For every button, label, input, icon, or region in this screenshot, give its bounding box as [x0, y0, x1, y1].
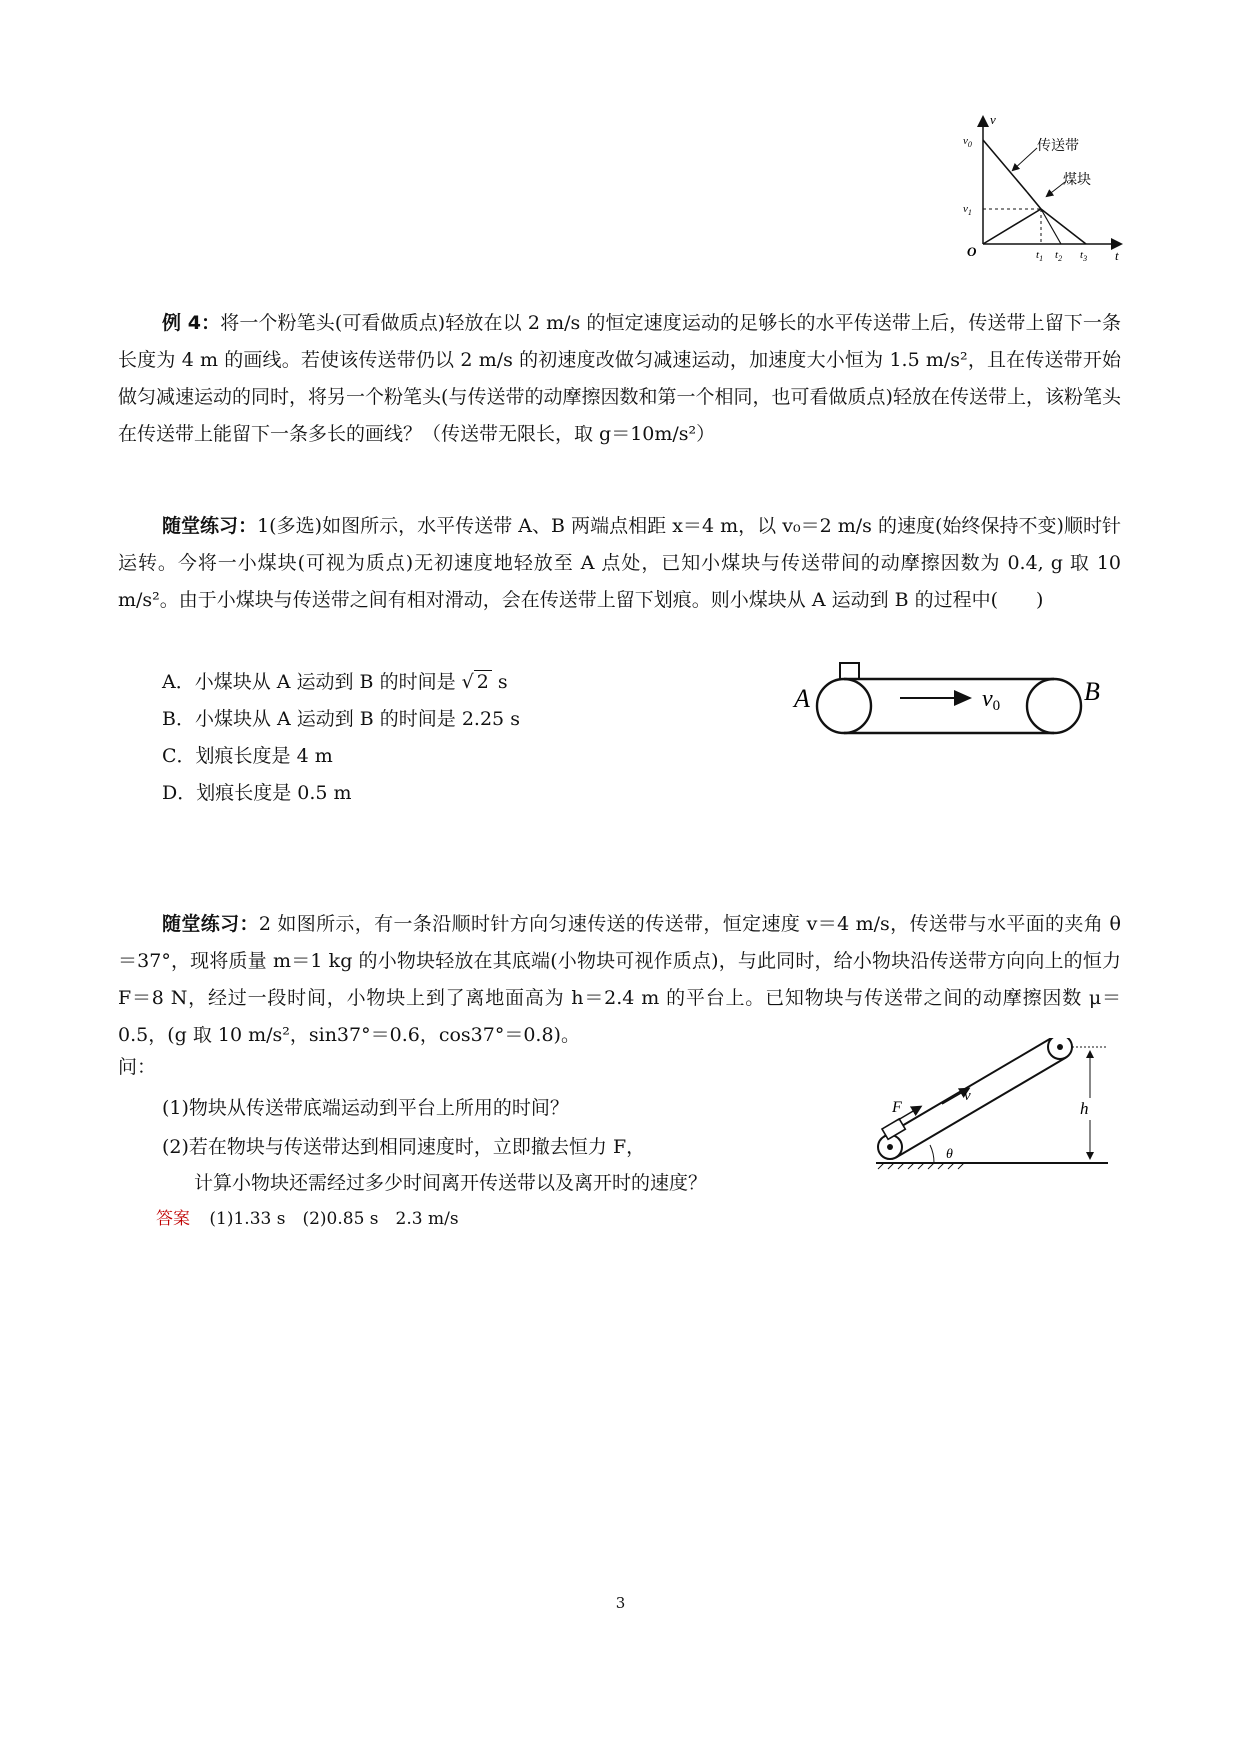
practice1-text: 1(多选)如图所示，水平传送带 A、B 两端点相距 x＝4 m，以 v₀＝2 m/s 的速度(始终保持不变)顺时针运转。今将一小煤块(可视为质点)无初速度地轻放至 A 点处，已知小煤块与传送带间的动摩擦因数为 0.4, g 取 10 m/s²。由于小煤块与传送带之间有相对滑动，会在传送带上留下划痕。则小煤块从 A 运动到 B 的过程中( ) [118, 515, 1121, 611]
belt-line-2 [1027, 192, 1041, 209]
t1-label: $t_1$ [1036, 249, 1044, 262]
practice2-q2b: 计算小物块还需经过多少时间离开传送带以及离开时的速度？ [194, 1172, 708, 1194]
practice1-option-a [162, 667, 508, 697]
practice1-option-b: B．小煤块从 A 运动到 B 的时间是 2.25 s [162, 708, 520, 730]
coal-line [983, 209, 1041, 244]
label-h: h [1080, 1099, 1089, 1118]
practice2-q2: (2)若在物块与传送带达到相同速度时，立即撤去恒力 F， [162, 1136, 646, 1158]
practice1-paragraph [118, 508, 1121, 619]
label-v0: v0 [982, 686, 1001, 714]
practice2-lead: 随堂练习： [162, 913, 259, 935]
practice2-q1: (1)物块从传送带底端运动到平台上所用的时间？ [162, 1097, 569, 1119]
example4-lead: 例 4： [162, 312, 221, 334]
belt-line [983, 140, 1027, 192]
practice1-option-d: D．划痕长度是 0.5 m [162, 782, 352, 804]
bottom-pulley-axle [887, 1144, 893, 1150]
answer-label: 答案 [156, 1209, 190, 1229]
practice1-lead: 随堂练习： [162, 515, 258, 537]
left-pulley [817, 679, 871, 733]
belt-lower [896, 1058, 1066, 1158]
block [882, 1119, 905, 1139]
v1-label: $v_1$ [963, 203, 972, 217]
answer-text: (1)1.33 s (2)0.85 s 2.3 m/s [209, 1209, 459, 1229]
sqrt-radicand: 2 [474, 670, 492, 693]
right-pulley [1027, 679, 1081, 733]
sqrt-symbol: √ [461, 671, 474, 693]
horizontal-belt-figure [790, 660, 1110, 740]
origin-label: O [967, 244, 977, 259]
practice1-option-c: C．划痕长度是 4 m [162, 745, 333, 767]
top-pulley-axle [1057, 1044, 1063, 1050]
label-theta: θ [946, 1147, 953, 1162]
practice2-paragraph [118, 906, 1121, 1054]
belt-label: 传送带 [1037, 139, 1079, 154]
practice2-ask: 问： [118, 1056, 157, 1078]
t2-label: $t_2$ [1055, 249, 1063, 262]
option-a-unit: s [497, 671, 508, 693]
label-b: B [1084, 677, 1100, 706]
label-v: v [964, 1088, 971, 1104]
belt-pointer [1013, 148, 1037, 170]
label-f: F [892, 1099, 902, 1116]
angle-arc [930, 1145, 934, 1163]
example4-text: 将一个粉笔头(可看做质点)轻放在以 2 m/s 的恒定速度运动的足够长的水平传送带上后，传送带上留下一条长度为 4 m 的画线。若使该传送带仍以 2 m/s 的初速度改做匀减速运动，加速度大小恒为 1.5 m/s²，且在传送带开始做匀减速运动的同时，将另一个粉笔头(与传送带的动摩擦因数和第一个相同，也可看做质点)轻放在传送带上，该粉笔头在传送带上能留下一条多长的画线？（传送带无限长，取 g＝10m/s²） [118, 312, 1121, 445]
common-line [1041, 209, 1086, 244]
practice2-text: 2 如图所示，有一条沿顺时针方向匀速传送的传送带，恒定速度 v＝4 m/s，传送带与水平面的夹角 θ＝37°，现将质量 m＝1 kg 的小物块轻放在其底端(小物块可视作质点)，与此同时，给小物块沿传送带方向向上的恒力 F＝8 N，经过一段时间，小物块上到了离地面高为 h＝2.4 m 的平台上。已知物块与传送带之间的动摩擦因数 μ＝0.5，(g 取 10 m/s²，sin37°＝0.6，cos37°＝0.8)。 [118, 913, 1121, 1046]
option-a-text: A．小煤块从 A 运动到 B 的时间是 [162, 671, 456, 693]
answer-line [156, 1204, 459, 1234]
coal-decel-line [1041, 209, 1061, 244]
label-a: A [794, 684, 810, 713]
axis-v-label: v [990, 112, 996, 127]
inclined-belt-figure [868, 1038, 1118, 1178]
axis-t-label: t [1115, 248, 1119, 262]
t3-label: $t_3$ [1080, 249, 1088, 262]
page-number: 3 [615, 1594, 626, 1612]
example4-paragraph [118, 305, 1121, 453]
coal-block [840, 663, 859, 679]
coal-label: 煤块 [1063, 173, 1091, 188]
vt-graph [955, 112, 1135, 262]
v0-label: $v_0$ [963, 135, 972, 149]
